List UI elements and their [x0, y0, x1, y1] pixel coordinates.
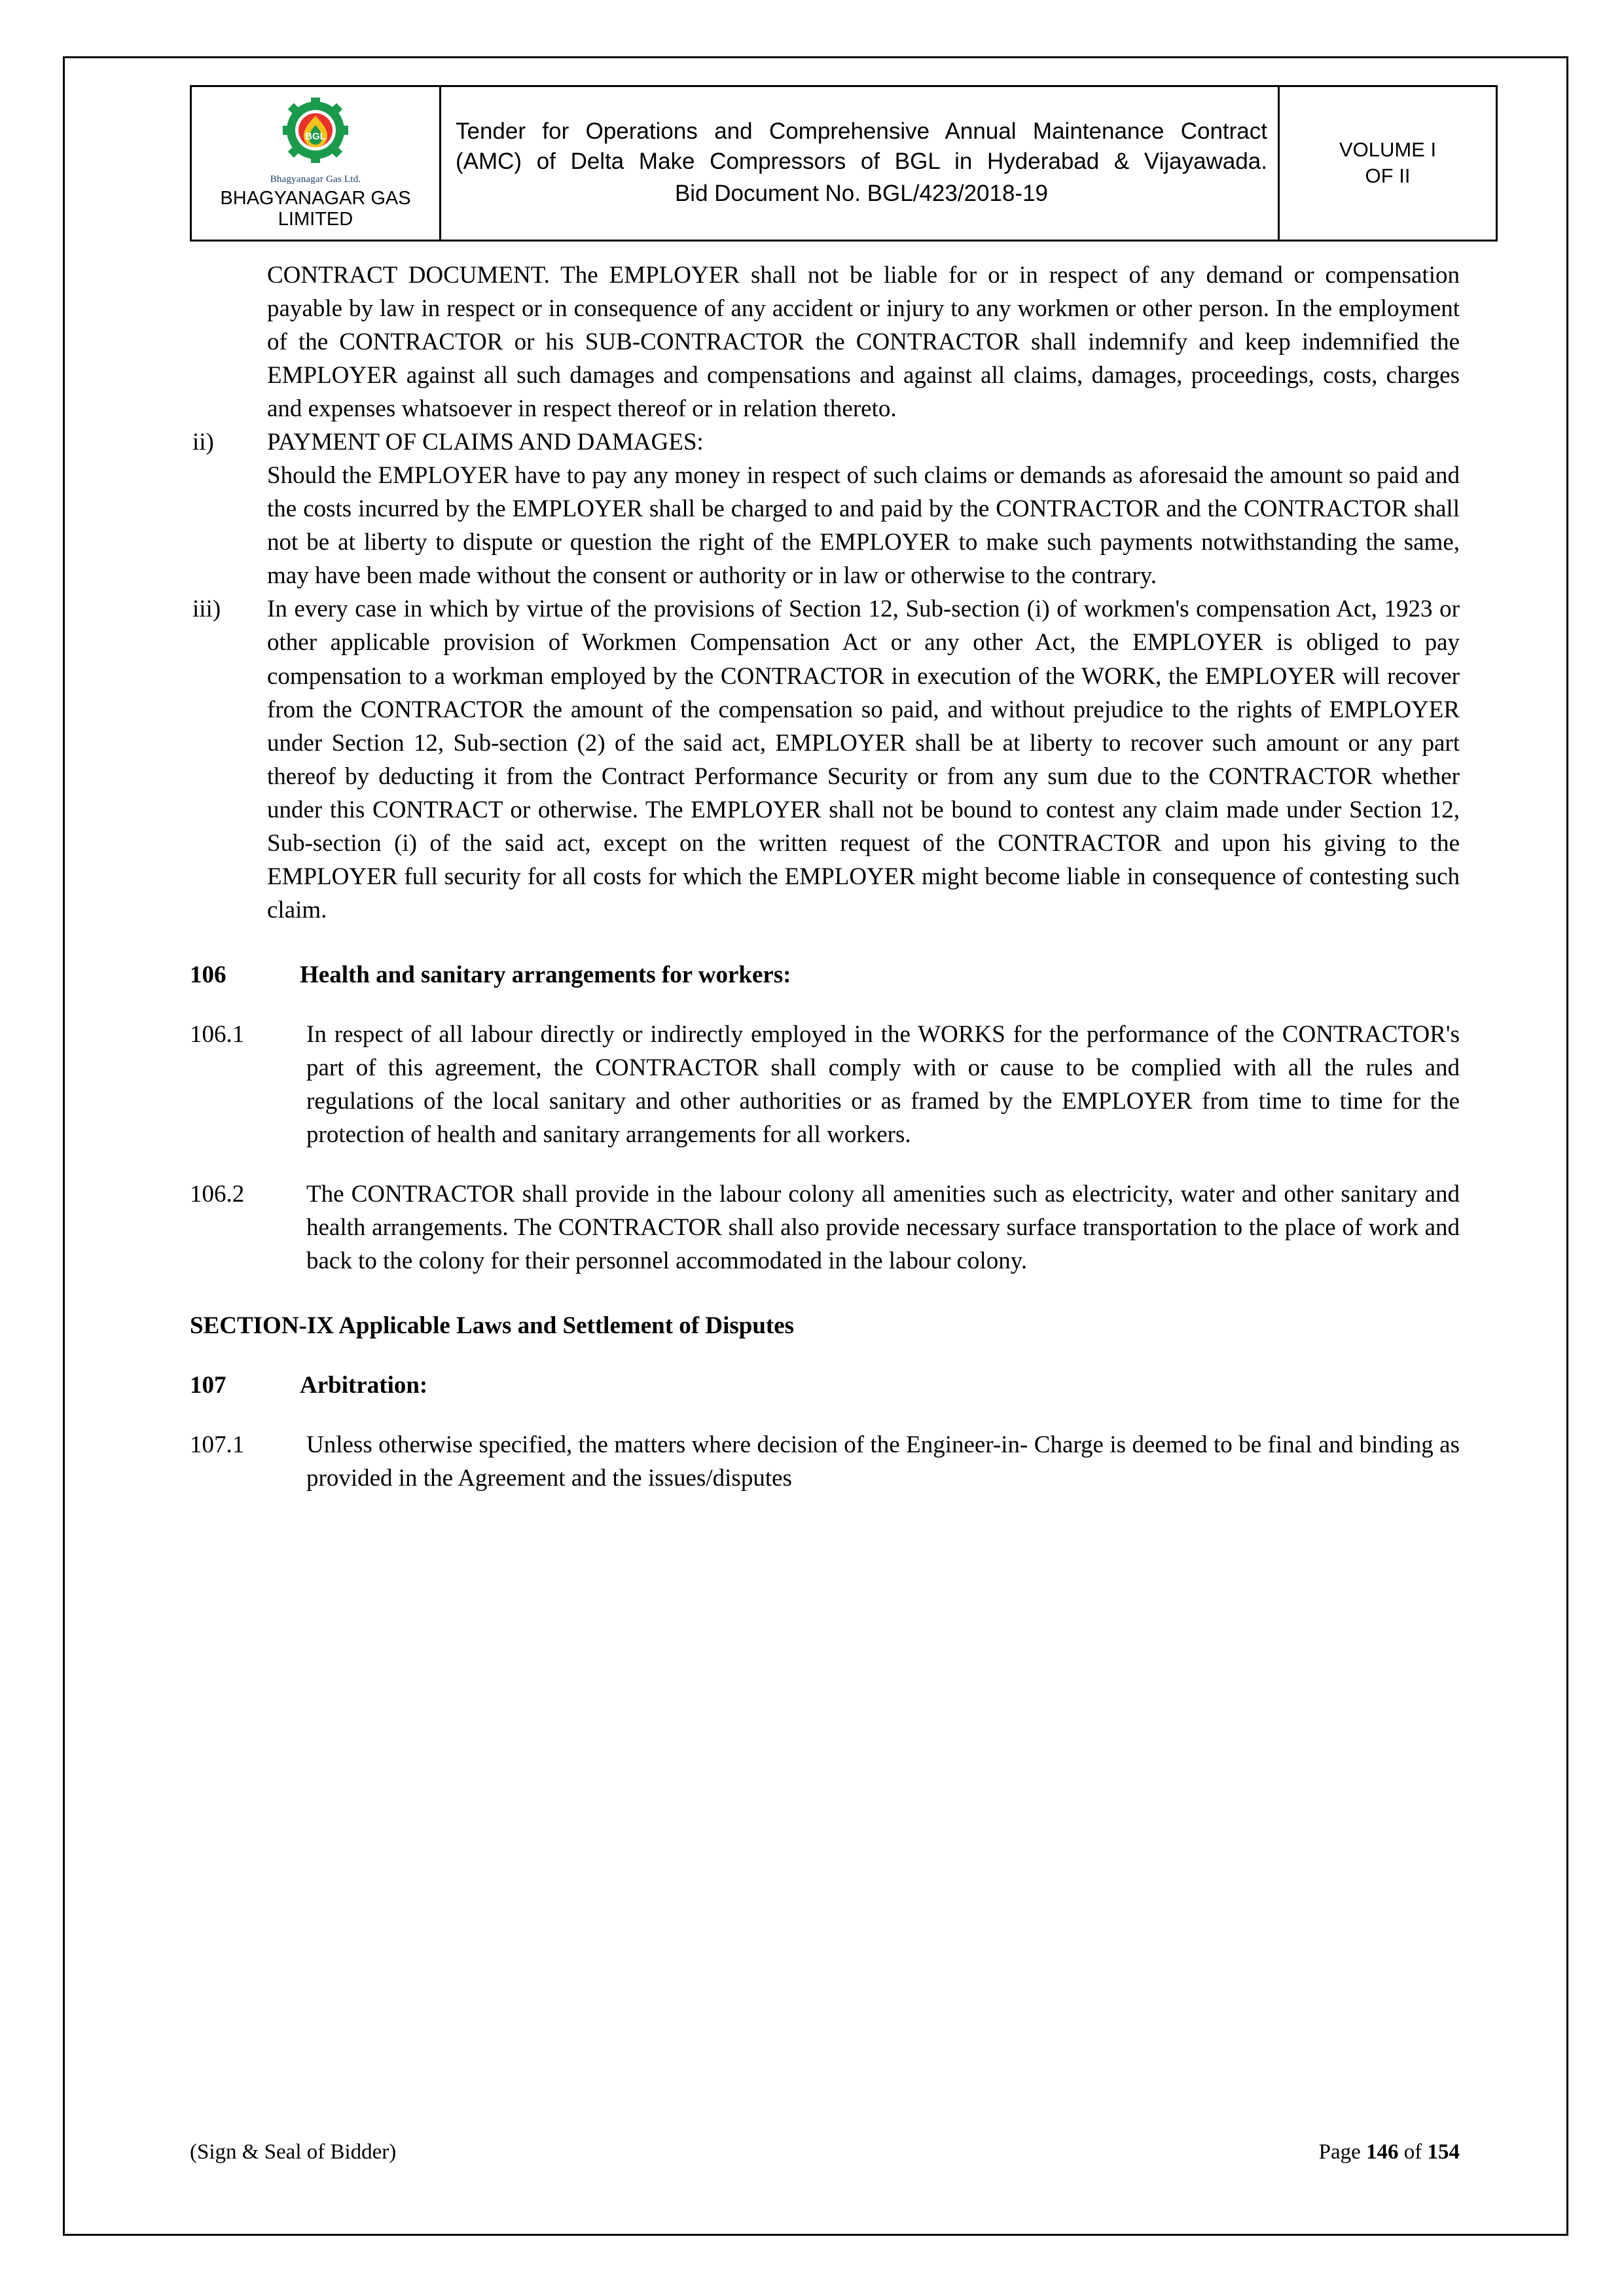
clause-107-1-number: 107.1 [190, 1431, 245, 1459]
header-volume-line1: VOLUME I [1339, 138, 1437, 162]
header-title-cell [441, 86, 1279, 241]
list-item-ii-text: Should the EMPLOYER have to pay any money in respect of such claims or demands as aforesaid the amount so paid and the costs incurred by the EMPLOYER shall be charged to and paid by the CONTRACTOR and the CONTRACTOR shall not be at liberty to dispute or question the right of the EMPLOYER to make such payments notwithstanding the same, may have been made without the consent or authority or in law or otherwise to the contrary. [267, 462, 1460, 590]
footer-sign-seal: (Sign & Seal of Bidder) [190, 2140, 397, 2164]
logo-caption: Bhagyanagar Gas Ltd. [270, 174, 361, 185]
clause-107-1 [190, 1428, 1460, 1495]
footer-page-word: Page [1318, 2140, 1361, 2164]
page-content [190, 85, 1460, 1495]
footer-of-word: of [1403, 2140, 1422, 2164]
clause-106-1 [190, 1018, 1460, 1151]
clause-106-1-number: 106.1 [190, 1020, 245, 1048]
document-header-table [190, 85, 1498, 242]
clause-106-2 [190, 1177, 1460, 1278]
footer-current-page: 146 [1366, 2140, 1399, 2164]
svg-text:BGL: BGL [305, 131, 326, 142]
header-title-line2: Maintenance Contract (AMC) of Delta Make [456, 118, 1267, 175]
paragraph-continued: CONTRACT DOCUMENT. The EMPLOYER shall not be liable for or in respect of any demand or compensation payable by law in respect or in consequence of any accident or injury to any workmen or other person. In the employment of the CONTRACTOR or his SUB-CONTRACTOR the CONTRACTOR shall indemnify and keep indemnified the EMPLOYER against all such damages and compensations and against all claims, damages, proceedings, costs, charges and expenses whatsoever in respect thereof or in relation thereto. [267, 261, 1460, 423]
section-ix-heading: SECTION-IX Applicable Laws and Settlement of Disputes [190, 1312, 795, 1340]
header-bid-document-number: Bid Document No. BGL/423/2018-19 [674, 180, 1049, 206]
list-marker-iii: iii) [192, 596, 221, 623]
header-company-line2: LIMITED [278, 209, 353, 230]
bgl-gas-logo [277, 96, 354, 173]
header-volume-cell [1279, 86, 1497, 241]
list-item-iii [190, 592, 1460, 926]
header-volume-line2: OF II [1365, 164, 1411, 188]
header-title-line3: Compressors of BGL in Hyderabad & Vijayawada. [710, 149, 1267, 175]
header-logo-cell [191, 86, 441, 241]
list-item-ii-title [190, 425, 1460, 459]
clause-106-1-text: In respect of all labour directly or indirectly employed in the WORKS for the performance of the CONTRACTOR's part of this agreement, the CONTRACTOR shall comply with or cause to be complied with all the rules and regulations of the local sanitary and other authorities or as framed by the EMPLOYER from time to time for the protection of health and sanitary arrangements for all workers. [306, 1020, 1460, 1149]
heading-107-text: Arbitration: [300, 1372, 428, 1399]
heading-106-number: 106 [190, 961, 226, 988]
page-footer [190, 2140, 1460, 2164]
heading-106-text: Health and sanitary arrangements for workers: [300, 961, 791, 988]
document-body [190, 259, 1460, 1496]
heading-106 [190, 958, 1460, 992]
footer-page-number [1319, 2140, 1460, 2164]
clause-106-2-text: The CONTRACTOR shall provide in the labour colony all amenities such as electricity, water and other sanitary and health arrangements. The CONTRACTOR shall also provide necessary surface transportation to the place of work and back to the colony for their personnel accommodated in the labour colony. [306, 1181, 1460, 1275]
heading-107 [190, 1369, 1460, 1402]
clause-107-1-text: Unless otherwise specified, the matters where decision of the Engineer-in- Charge is deemed to be final and binding as provided in the Agreement and the issues/disputes [306, 1431, 1460, 1492]
clause-106-2-number: 106.2 [190, 1181, 245, 1208]
header-company-line1: BHAGYANAGAR GAS [220, 188, 411, 209]
list-item-iii-text: In every case in which by virtue of the provisions of Section 12, Sub-section (i) of workmen's compensation Act, 1923 or other applicable provision of Workmen Compensation Act or any other Act, the EMPLOYER is obliged to pay compensation to a workman employed by the CONTRACTOR in execution of the WORK, the EMPLOYER will recover from the CONTRACTOR the amount of the compensation so paid, and without prejudice to the rights of EMPLOYER under Section 12, Sub-section (2) of the said act, EMPLOYER shall be at liberty to recover such amount or any part thereof by deducting it from the Contract Performance Security or from any sum due to the CONTRACTOR whether under this CONTRACT or otherwise. The EMPLOYER shall not be bound to contest any claim made under Section 12, Sub-section (i) of the said act, except on the written request of the CONTRACTOR and upon his giving to the EMPLOYER full security for all costs for which the EMPLOYER might become liable in consequence of contesting such claim. [267, 596, 1460, 924]
list-item-ii-heading: PAYMENT OF CLAIMS AND DAMAGES: [267, 429, 704, 456]
heading-107-number: 107 [190, 1372, 226, 1399]
list-marker-ii: ii) [192, 429, 214, 456]
footer-total-pages: 154 [1427, 2140, 1460, 2164]
header-title-line1: Tender for Operations and Comprehensive Annual [456, 118, 1017, 145]
